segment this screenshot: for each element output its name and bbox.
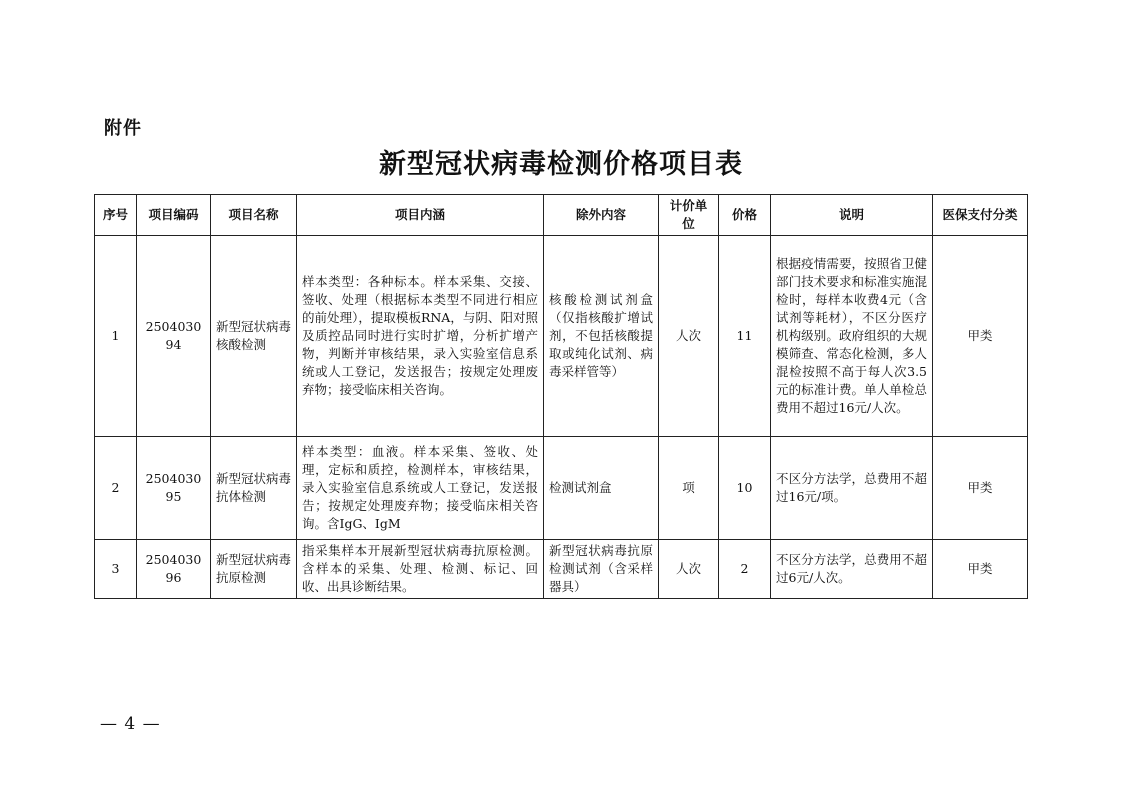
header-category: 医保支付分类	[933, 195, 1028, 236]
document-title: 新型冠状病毒检测价格项目表	[379, 149, 743, 180]
cell-category: 甲类	[933, 437, 1028, 540]
header-name: 项目名称	[211, 195, 297, 236]
header-code: 项目编码	[137, 195, 211, 236]
cell-content: 样本类型：血液。样本采集、签收、处理，定标和质控，检测样本，审核结果，录入实验室信息系统或人工登记，发送报告；按规定处理废弃物；接受临床相关咨询。含IgG、IgM	[297, 437, 544, 540]
table-row	[95, 540, 1028, 599]
cell-excluded: 新型冠状病毒抗原检测试剂（含采样器具）	[544, 540, 659, 599]
cell-code: 250403096	[137, 540, 211, 599]
cell-category: 甲类	[933, 236, 1028, 437]
attachment-label: 附件	[104, 118, 142, 139]
cell-content: 指采集样本开展新型冠状病毒抗原检测。含样本的采集、处理、检测、标记、回收、出具诊断结果。	[297, 540, 544, 599]
cell-note: 不区分方法学，总费用不超过6元/人次。	[771, 540, 933, 599]
header-price: 价格	[719, 195, 771, 236]
page-number: — 4 —	[100, 714, 161, 734]
cell-note: 根据疫情需要，按照省卫健部门技术要求和标准实施混检时，每样本收费4元（含试剂等耗材），不区分医疗机构级别。政府组织的大规模筛查、常态化检测，多人混检按照不高于每人次3.5元的标准计费。单人单检总费用不超过16元/人次。	[771, 236, 933, 437]
cell-unit: 项	[659, 437, 719, 540]
cell-excluded: 检测试剂盒	[544, 437, 659, 540]
price-table	[94, 194, 1028, 599]
table-row	[95, 437, 1028, 540]
cell-no: 2	[95, 437, 137, 540]
header-note: 说明	[771, 195, 933, 236]
header-excluded: 除外内容	[544, 195, 659, 236]
cell-category: 甲类	[933, 540, 1028, 599]
cell-name: 新型冠状病毒核酸检测	[211, 236, 297, 437]
header-content: 项目内涵	[297, 195, 544, 236]
cell-price: 11	[719, 236, 771, 437]
table-row	[95, 236, 1028, 437]
cell-unit: 人次	[659, 540, 719, 599]
table-header-row	[95, 195, 1028, 236]
cell-note: 不区分方法学，总费用不超过16元/项。	[771, 437, 933, 540]
cell-no: 3	[95, 540, 137, 599]
cell-content: 样本类型：各种标本。样本采集、交接、签收、处理（根据标本类型不同进行相应的前处理），提取模板RNA，与阴、阳对照及质控品同时进行实时扩增，分析扩增产物，判断并审核结果，录入实验室信息系统或人工登记，发送报告；按规定处理废弃物；接受临床相关咨询。	[297, 236, 544, 437]
cell-excluded: 核酸检测试剂盒（仅指核酸扩增试剂，不包括核酸提取或纯化试剂、病毒采样管等）	[544, 236, 659, 437]
cell-no: 1	[95, 236, 137, 437]
cell-code: 250403094	[137, 236, 211, 437]
cell-name: 新型冠状病毒抗原检测	[211, 540, 297, 599]
cell-price: 2	[719, 540, 771, 599]
cell-unit: 人次	[659, 236, 719, 437]
cell-code: 250403095	[137, 437, 211, 540]
cell-price: 10	[719, 437, 771, 540]
cell-name: 新型冠状病毒抗体检测	[211, 437, 297, 540]
header-no: 序号	[95, 195, 137, 236]
header-unit: 计价单位	[659, 195, 719, 236]
